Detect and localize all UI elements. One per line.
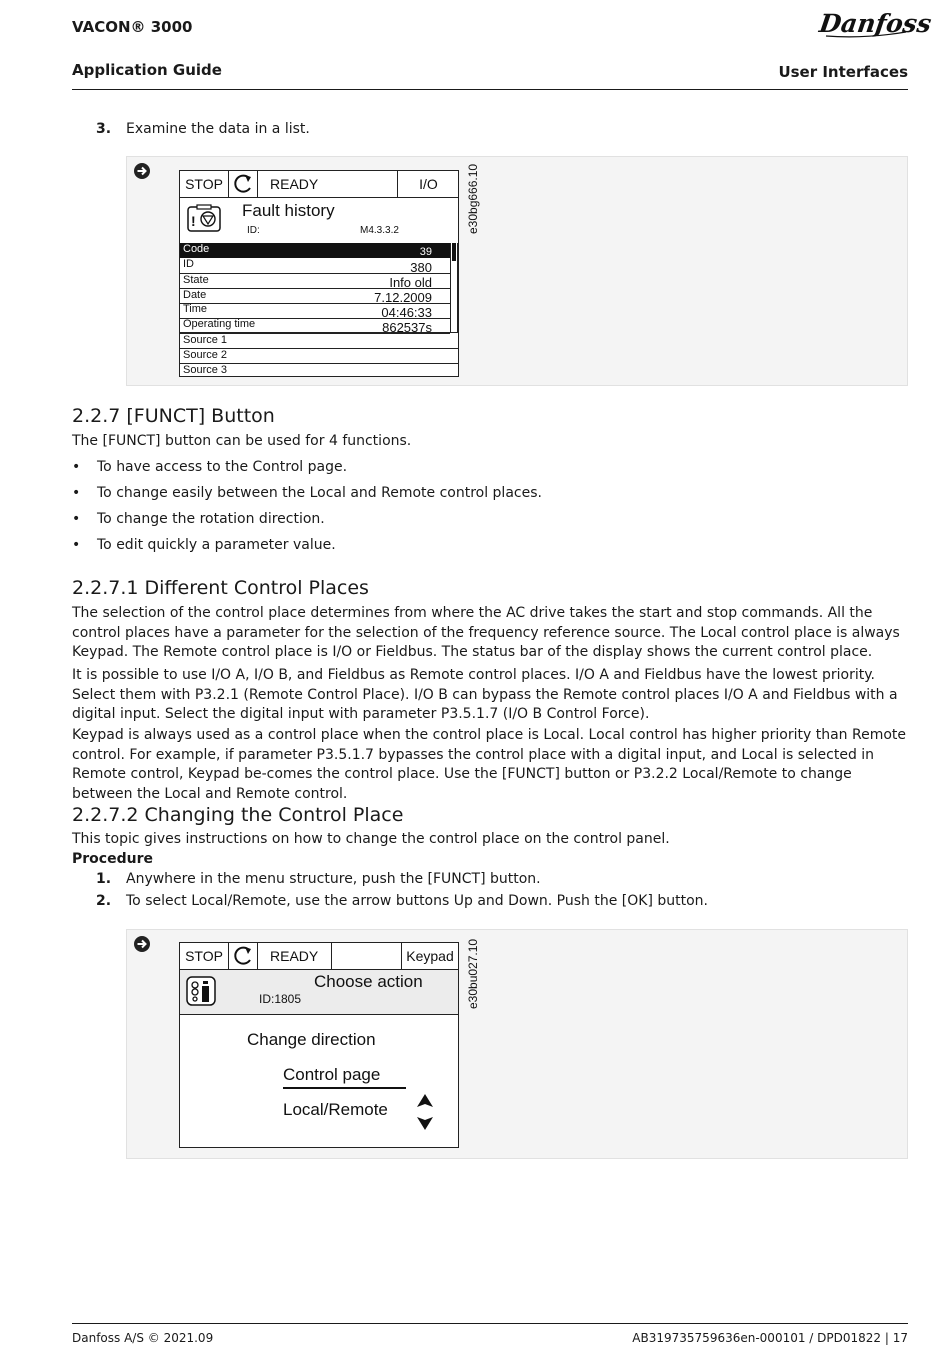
status-keypad: Keypad	[406, 948, 454, 964]
list-item-source[interactable]: Source 2	[180, 349, 458, 364]
arrow-right-circle-icon	[133, 935, 151, 953]
bullet-item: • To change the rotation direction.	[72, 511, 325, 527]
svg-text:!: !	[191, 213, 196, 229]
display-header	[180, 970, 458, 1015]
heading-2-2-7: 2.2.7 [FUNCT] Button	[72, 405, 275, 427]
menu-item-control-page[interactable]: Control page	[283, 1065, 406, 1089]
section-title: User Interfaces	[778, 63, 908, 81]
footer-copyright: Danfoss A/S © 2021.09	[72, 1331, 214, 1345]
paragraph-control-place-3: Keypad is always used as a control place when the control place is Local. Local control has higher priority than Remote control. For example, if parameter P3.5.1.7 bypasses the control place with a digital input, and Local is selected in Remote control, Keypad be-comes the control place. Use the [FUNCT] button or P3.2.2 Local/Remote to change between the Local and Remote control.	[72, 727, 907, 802]
procedure-label: Procedure	[72, 851, 153, 867]
scrollbar-thumb[interactable]	[452, 243, 456, 261]
figure-choose-action	[126, 929, 908, 1159]
fault-list	[180, 243, 458, 376]
list-item[interactable]: Operating time 862537s	[180, 318, 450, 334]
bullet-item: • To have access to the Control page.	[72, 459, 348, 475]
menu-item-local-remote[interactable]: Local/Remote	[283, 1100, 388, 1119]
status-ready: READY	[258, 171, 398, 197]
image-code: e30bu027.10	[466, 938, 480, 1009]
image-code: e30bg666.10	[466, 163, 480, 234]
status-stop: STOP	[180, 943, 229, 969]
arrow-right-circle-icon	[133, 162, 151, 180]
keypad-display	[179, 942, 459, 1148]
danfoss-logo	[817, 6, 934, 40]
paragraph-control-place-1: The selection of the control place determines from where the AC drive takes the start and stop commands. All the control places have a parameter for the selection of the frequency reference source. The Local control place is always Keypad. The Remote control place is I/O or Fieldbus. The status bar of the display shows the current control place.	[72, 605, 900, 660]
fault-icon	[187, 204, 221, 232]
product-name: VACON® 3000	[72, 18, 193, 36]
list-item[interactable]: State Info old	[180, 273, 450, 289]
up-down-arrows-icon	[416, 1093, 434, 1131]
display-title: Choose action	[314, 972, 423, 991]
status-stop: STOP	[180, 171, 229, 197]
list-divider	[180, 332, 458, 333]
rotation-icon	[229, 943, 258, 969]
list-item[interactable]: ID 380	[180, 258, 450, 274]
list-item-source[interactable]: Source 3	[183, 364, 228, 376]
io-control-icon	[186, 976, 216, 1006]
display-title: Fault history	[242, 201, 335, 220]
display-id-label: ID:1805	[259, 992, 302, 1006]
paragraph-funct-intro: The [FUNCT] button can be used for 4 functions.	[72, 433, 412, 449]
status-io: I/O	[419, 176, 438, 192]
svg-text:Danfoss: Danfoss	[817, 8, 934, 38]
list-item-selected[interactable]: Code 39	[180, 243, 450, 258]
status-bar	[180, 171, 458, 198]
step-2: 2. To select Local/Remote, use the arrow buttons Up and Down. Push the [OK] button.	[96, 893, 708, 909]
paragraph-control-place-2: It is possible to use I/O A, I/O B, and Fieldbus as Remote control places. I/O A and Fieldbus have the lowest priority. Select them with P3.2.1 (Remote Control Place). I/O B can bypass the Remote control places I/O A and Fieldbus with a digital input. Select the digital input with parameter P3.5.1.7 (I/O B Control Force).	[72, 667, 898, 722]
paragraph-change-intro: This topic gives instructions on how to change the control place on the control panel.	[72, 831, 670, 847]
status-empty	[333, 943, 402, 969]
status-bar	[180, 943, 458, 970]
footer-rule	[72, 1323, 908, 1324]
figure-fault-history	[126, 156, 908, 386]
list-item-source[interactable]: Source 1	[180, 334, 458, 349]
list-item[interactable]: Date 7.12.2009	[180, 288, 450, 304]
document-title: Application Guide	[72, 61, 222, 79]
heading-2-2-7-1: 2.2.7.1 Different Control Places	[72, 577, 369, 599]
heading-2-2-7-2: 2.2.7.2 Changing the Control Place	[72, 804, 404, 826]
bullet-item: • To edit quickly a parameter value.	[72, 537, 336, 553]
list-scrollbar[interactable]	[450, 243, 458, 333]
display-id-label: ID:	[247, 225, 260, 236]
step-3: 3. Examine the data in a list.	[96, 121, 310, 137]
header-rule	[72, 89, 908, 90]
keypad-display	[179, 170, 459, 377]
step-1: 1. Anywhere in the menu structure, push the [FUNCT] button.	[96, 871, 541, 887]
display-menu-code: M4.3.3.2	[360, 225, 399, 236]
list-item[interactable]: Time 04:46:33	[180, 303, 450, 319]
rotation-icon	[229, 171, 258, 197]
footer-doc-id: AB319735759636en-000101 / DPD01822 | 17	[632, 1331, 908, 1345]
status-ready: READY	[258, 943, 332, 969]
menu-item-change-direction[interactable]: Change direction	[247, 1030, 376, 1049]
bullet-item: • To change easily between the Local and Remote control places.	[72, 485, 542, 501]
